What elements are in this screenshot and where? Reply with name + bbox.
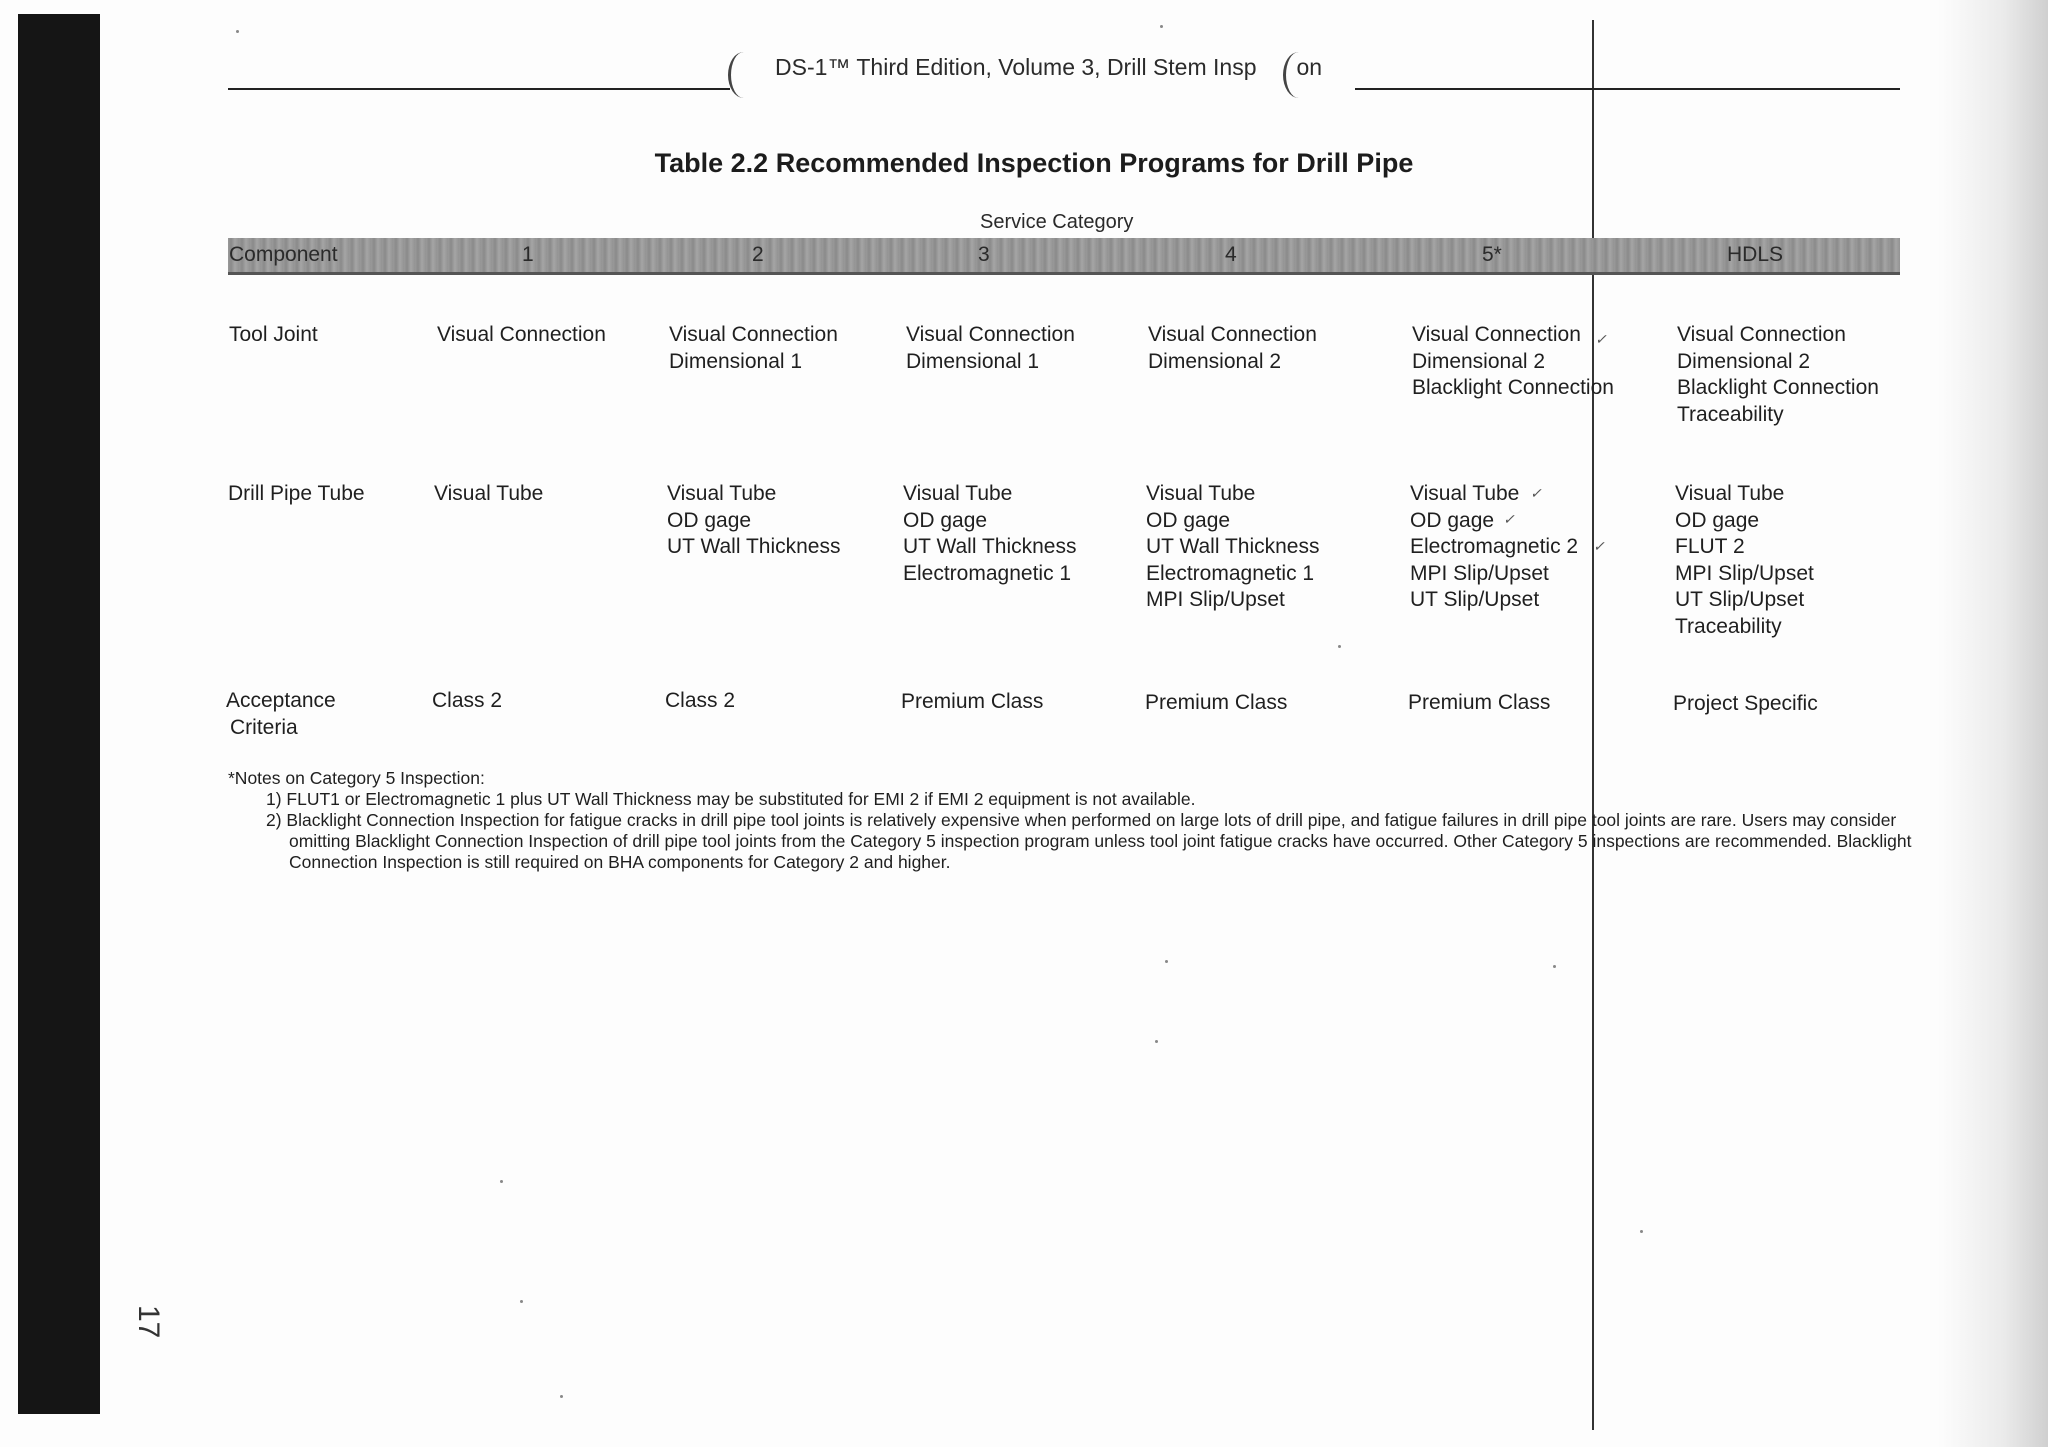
column-header-component: Component [229,243,338,266]
note-item: 2) Blacklight Connection Inspection for fatigue cracks in drill pipe tool joints is relatively expensive when performed on large lots of drill pipe, and fatigue failures in drill pipe tool joints are rare. Users may consider omitting Blacklight Connection Inspection of drill pipe tool joints from the Category 5 inspection program unless tool joint fatigue cracks have occurred. Other Category 5 inspections are recommended. Blacklight Connection Inspection is still required on BHA components for Category 2 and higher. [266,810,1912,872]
scan-speck [500,1180,503,1183]
category-5-notes [228,768,1959,873]
cell-line: Blacklight Connection [1677,376,1879,399]
column-header-category-3: 3 [978,243,990,266]
row-drill-pipe-tube-component [228,481,365,508]
row-tool-joint-cat-5 [1412,322,1614,402]
column-header-category-2: 2 [752,243,764,266]
cell-line: Traceability [1677,402,1784,426]
row-drill-pipe-tube-hdls [1675,481,1814,640]
scan-speck [1338,645,1341,648]
row-tool-joint-cat-3 [906,322,1075,375]
page-number: 17 [132,1305,165,1339]
cell-line: Dimensional 2 [1148,349,1282,373]
cell-line: OD gage [903,508,988,532]
row-acceptance-criteria-cat-5 [1408,690,1550,717]
running-header-title: DS-1™ Third Edition, Volume 3, Drill Stem Insp [775,54,1257,80]
column-header-category-4: 4 [1225,243,1237,266]
cell-line: Visual Connection [1677,323,1846,346]
cell-line: Dimensional 1 [906,349,1040,373]
row-acceptance-criteria-cat-2 [665,688,735,715]
service-category-label: Service Category [980,211,1134,233]
handwritten-check-mark: ✓ [1595,331,1607,347]
scan-speck [236,30,239,33]
cell-line: MPI Slip/Upset [1410,561,1549,585]
cell-line: Visual Tube [903,482,1013,505]
scan-speck [520,1300,523,1303]
cell-line: Dimensional 2 [1677,349,1811,373]
cell-line: Visual Tube [1410,482,1520,505]
cell-line: Drill Pipe Tube [228,482,365,505]
cell-line: FLUT 2 [1675,535,1745,558]
row-tool-joint-cat-1 [437,322,606,349]
cell-line: Visual Connection [1148,323,1317,346]
scan-speck [1553,965,1556,968]
row-drill-pipe-tube-cat-4 [1146,481,1320,614]
scan-page-edge-shadow [1938,0,2048,1447]
cell-line: Visual Connection [669,323,838,346]
cell-line: Class 2 [665,689,736,712]
cell-line: MPI Slip/Upset [1675,561,1814,585]
cell-line: OD gage [1675,508,1760,532]
cell-line: UT Wall Thickness [1146,535,1320,558]
cell-line: UT Slip/Upset [1675,588,1805,611]
scan-speck [1160,25,1163,28]
cell-line: UT Wall Thickness [903,535,1077,558]
row-tool-joint-component [229,322,318,349]
cell-line: Blacklight Connection [1412,376,1614,399]
cell-line: UT Slip/Upset [1410,588,1540,611]
table-header-bar [228,238,1900,275]
cell-line: Premium Class [1145,691,1288,714]
cell-line: Dimensional 2 [1412,349,1546,373]
handwritten-check-mark: ✓ [1503,511,1515,527]
scan-speck [1640,1230,1643,1233]
row-drill-pipe-tube-cat-2 [667,481,841,561]
table-title: Table 2.2 Recommended Inspection Programs for Drill Pipe [654,148,1414,178]
row-tool-joint-hdls [1677,322,1879,428]
running-header [775,54,1322,81]
scan-speck [1155,1040,1158,1043]
cell-line: Acceptance [226,689,336,712]
cell-line: Project Specific [1673,692,1818,715]
header-rule-right [1355,88,1900,90]
row-tool-joint-cat-4 [1148,322,1317,375]
cell-line: Electromagnetic 1 [903,561,1072,585]
cell-line: Visual Connection [906,323,1075,346]
scan-speck [1165,960,1168,963]
cell-line: Traceability [1675,614,1782,638]
cell-line: Electromagnetic 2 [1410,535,1579,558]
row-drill-pipe-tube-cat-3 [903,481,1077,587]
cell-line: Visual Connection [437,323,606,346]
scan-speck [560,1395,563,1398]
cell-line: Visual Tube [1675,482,1785,505]
notes-heading: *Notes on Category 5 Inspection: [228,768,485,788]
column-header-category-5: 5* [1482,243,1502,266]
column-header-category-1: 1 [522,243,534,266]
scan-fold-line [1592,20,1594,1430]
row-tool-joint-cat-2 [669,322,838,375]
row-drill-pipe-tube-cat-1 [434,481,543,508]
column-header-hdls: HDLS [1727,243,1784,266]
row-acceptance-criteria-component [226,688,336,741]
cell-line: Visual Tube [1146,482,1256,505]
binder-ring-hole [728,52,759,98]
cell-line: Premium Class [1408,691,1551,714]
row-acceptance-criteria-cat-1 [432,688,502,715]
cell-line: Dimensional 1 [669,349,803,373]
row-acceptance-criteria-cat-3 [901,689,1043,716]
cell-line: MPI Slip/Upset [1146,588,1285,611]
note-item: 1) FLUT1 or Electromagnetic 1 plus UT Wall Thickness may be substituted for EMI 2 if EMI 2 equipment is not available. [266,789,1196,809]
cell-line: Visual Tube [434,482,544,505]
cell-line: Visual Connection [1412,323,1581,346]
row-acceptance-criteria-hdls [1673,691,1818,718]
cell-line: Tool Joint [229,323,318,346]
cell-line: OD gage [667,508,752,532]
cell-line: Class 2 [432,689,503,712]
cell-line: Premium Class [901,690,1044,713]
cell-line: UT Wall Thickness [667,535,841,558]
row-acceptance-criteria-cat-4 [1145,690,1287,717]
running-header-tail: on [1296,54,1323,80]
cell-line: OD gage [1146,508,1231,532]
cell-line: Electromagnetic 1 [1146,561,1315,585]
row-drill-pipe-tube-cat-5 [1410,481,1578,614]
header-rule-left [228,88,730,90]
handwritten-check-mark: ✓ [1530,485,1542,501]
cell-line: Criteria [230,715,298,739]
cell-line: Visual Tube [667,482,777,505]
cell-line: OD gage [1410,508,1495,532]
handwritten-check-mark: ✓ [1593,538,1605,554]
scan-binding-edge [18,14,100,1414]
